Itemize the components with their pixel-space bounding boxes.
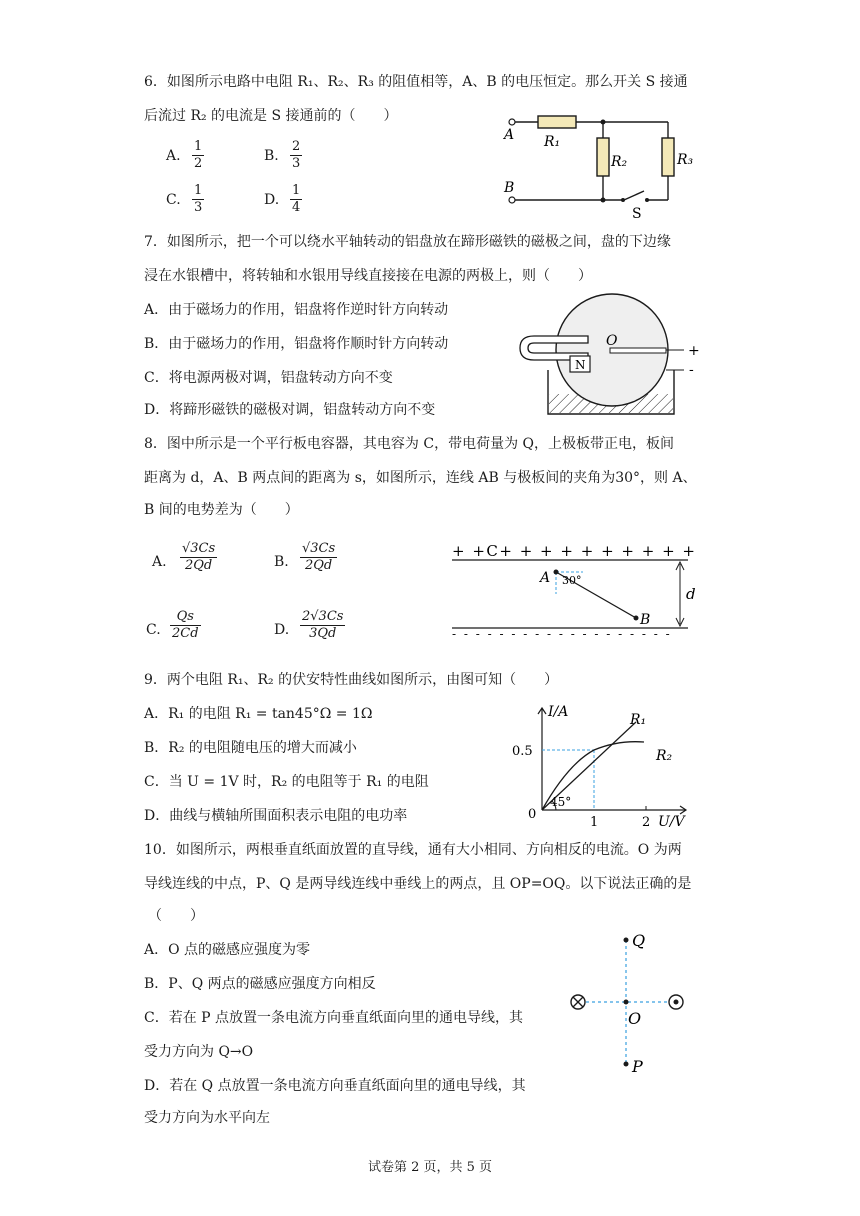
q8-option-c-fraction [170,610,201,641]
denominator: 2Qd [304,558,333,573]
q9-x-tick-1: 1 [590,815,599,830]
wire-into-page-icon [571,995,585,1009]
q10-option-c-line2: 受力方向为 Q→O [144,1044,254,1060]
q8-plus-charges: + +C+ + + + + + + + + + [452,542,697,560]
q6-option-a-fraction [192,140,204,171]
q8-option-d-fraction [300,610,345,641]
q8-option-a-fraction [180,542,217,573]
q7-label-n: N [575,358,586,372]
q10-wires-diagram [564,926,704,1080]
q9-y-tick: 0.5 [512,744,533,759]
wire-out-of-page-icon [669,995,683,1009]
q8-stem-line3: B 间的电势差为（ ） [144,502,299,518]
q7-label-plus: + [688,343,700,359]
q9-xlabel: U/V [658,814,685,830]
q10-option-d-line2: 受力方向为水平向左 [144,1110,270,1126]
numerator: 2√3Cs [302,609,344,624]
q8-option-b-fraction [300,542,337,573]
q6-label-s: S [632,206,642,222]
q9-option-b: B．R₂ 的电阻随电压的增大而减小 [144,740,357,756]
q6-stem-line2: 后流过 R₂ 的电流是 S 接通前的（ ） [144,108,398,124]
q9-option-c: C．当 U = 1V 时，R₂ 的电阻等于 R₁ 的电阻 [144,774,429,790]
q9-label-r2: R₂ [656,748,673,764]
q9-option-d: D．曲线与横轴所围面积表示电阻的电功率 [144,808,408,824]
q8-option-c-label: C. [146,622,161,638]
q8-capacitor-diagram [448,534,708,641]
q10-option-a: A．O 点的磁感应强度为零 [144,942,311,958]
q6-stem-line1: 6．如图所示电路中电阻 R₁、R₂、R₃ 的阻值相等，A、B 的电压恒定。那么开关 S 接通 [144,74,688,90]
denominator: 2 [194,156,203,171]
denominator: 3 [292,156,301,171]
q7-stem-line2: 浸在水银槽中，将转轴和水银用导线直接接在电源的两极上，则（ ） [144,268,592,284]
q8-option-a-label: A. [152,554,167,570]
q9-x-tick-2: 2 [642,815,651,830]
denominator: 3Qd [309,626,337,641]
q6-label-r3: R₃ [677,152,694,168]
q8-option-b-label: B. [274,554,289,570]
q8-stem-line1: 8．图中所示是一个平行板电容器，其电容为 C，带电荷量为 Q，上极板带正电，板间 [144,436,674,452]
q9-origin: 0 [528,807,537,822]
numerator: √3Cs [182,541,216,556]
q10-label-q: Q [632,931,646,950]
denominator: 2Cd [172,626,199,641]
q10-option-b: B．P、Q 两点的磁感应强度方向相反 [144,976,376,992]
q6-option-d-fraction [290,184,302,215]
q7-disk-magnet-diagram [514,290,704,416]
q10-stem-line2: 导线连线的中点，P、Q 是两导线连线中垂线上的两点，且 OP=OQ。以下说法正确的是 [144,876,692,892]
numerator: 1 [194,183,203,198]
q10-stem-line1: 10．如图所示，两根垂直纸面放置的直导线，通有大小相同、方向相反的电流。O 为两 [144,842,682,858]
q8-stem-line2: 距离为 d，A、B 两点间的距离为 s，如图所示，连线 AB 与极板间的夹角为30°，则 A、 [144,470,697,486]
denominator: 4 [292,200,301,215]
q6-option-b-fraction [290,140,302,171]
q8-label-d: d [686,585,696,603]
q9-ylabel: I/A [548,704,569,720]
numerator: 1 [194,139,203,154]
page-footer: 试卷第 2 页，共 5 页 [367,1160,493,1175]
q6-option-d-label: D. [264,192,280,208]
q6-circuit-diagram [500,108,700,220]
q6-label-a: A [504,127,515,143]
q10-option-c-line1: C．若在 P 点放置一条电流方向垂直纸面向里的通电导线，其 [144,1010,524,1026]
q6-label-r2: R₂ [611,154,628,170]
denominator: 2Qd [184,558,213,573]
numerator: √3Cs [302,541,336,556]
q10-label-p: P [632,1057,643,1076]
q9-iv-graph [508,702,708,832]
q10-stem-line3: （ ） [148,908,204,924]
q7-option-b: B．由于磁场力的作用，铝盘将作顺时针方向转动 [144,336,449,352]
numerator: 2 [292,139,301,154]
q7-label-minus: - [689,362,694,378]
numerator: Qs [176,609,194,624]
q6-option-c-fraction [192,184,204,215]
q7-option-a: A．由于磁场力的作用，铝盘将作逆时针方向转动 [144,302,449,318]
q10-option-d-line1: D．若在 Q 点放置一条电流方向垂直纸面向里的通电导线，其 [144,1078,526,1094]
q6-option-a-label: A. [166,148,181,164]
q6-option-c-label: C. [166,192,181,208]
q6-label-b: B [504,180,515,196]
q9-stem: 9．两个电阻 R₁、R₂ 的伏安特性曲线如图所示，由图可知（ ） [144,672,559,688]
numerator: 1 [292,183,301,198]
q9-label-r1: R₁ [630,712,647,728]
q9-option-a: A．R₁ 的电阻 R₁ = tan45°Ω = 1Ω [144,706,373,722]
q6-label-r1: R₁ [544,134,561,150]
q8-label-angle: 30° [562,574,582,587]
q8-label-a: A [540,570,551,586]
q8-option-d-label: D. [274,622,290,638]
denominator: 3 [194,200,203,215]
q8-label-b: B [640,612,651,628]
q8-minus-charges: - - - - - - - - - - - - - - - - - - - [452,627,672,641]
q7-option-d: D．将蹄形磁铁的磁极对调，铝盘转动方向不变 [144,402,436,418]
q7-stem-line1: 7．如图所示，把一个可以绕水平轴转动的铝盘放在蹄形磁铁的磁极之间，盘的下边缘 [144,234,671,250]
q7-option-c: C．将电源两极对调，铝盘转动方向不变 [144,370,393,386]
q9-angle: 45° [550,795,572,809]
q6-option-b-label: B. [264,148,279,164]
q7-label-o: O [606,333,618,349]
q10-label-o: O [628,1009,642,1028]
